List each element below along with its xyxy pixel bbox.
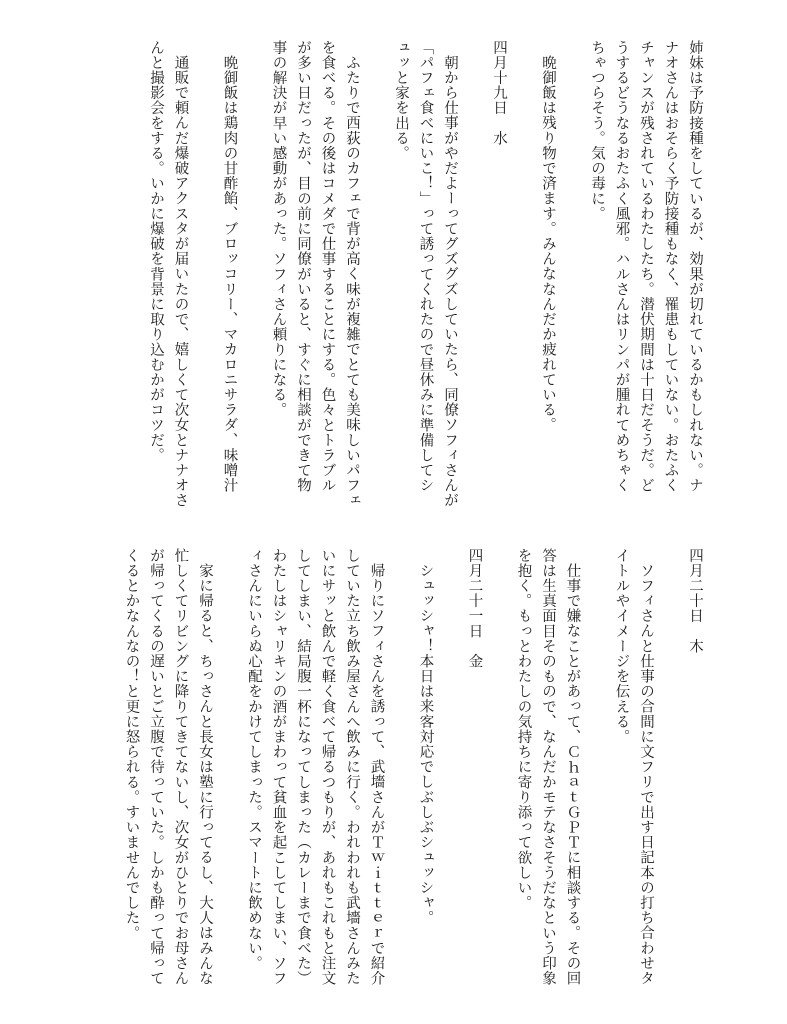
spacer xyxy=(658,548,683,1000)
paragraph: 帰りにソフィさんを誘って、武墻さんがＴｗｉｔｔｅｒで紹介していた立ち飲み屋さんへ飲みに行く。われわれも武墻さんみたいにサッと飲んで軽く食べて帰るつもりが、あれもこれもと注文してしまい、結局腹一杯になってしまった（カレーまで食べた）わたしはシャリキンの酒がまわって貧血を起こしてしまい、ソフィさんにいらぬ心配をかけてしまった。スマートに飲めない。 xyxy=(246,548,385,986)
spacer xyxy=(585,548,610,1000)
spacer xyxy=(487,548,512,1000)
paragraph: ふたりで西荻のカフェで背が高く味が複雑でとても美味しいパフェを食べる。その後はコメダで仕事することにする。色々とトラブルが多い日だったが、目の前に同僚がいると、すぐに相談ができて物事の解決が早い感動があった。ソフィさん頼りになる。 xyxy=(270,40,360,508)
paragraph: ソフィさんと仕事の合間に文フリで出す日記本の打ち合わせタイトルやイメージを伝える。 xyxy=(613,548,654,986)
spacer xyxy=(364,40,389,508)
diary-column-bottom xyxy=(67,548,707,1000)
spacer xyxy=(389,548,414,1000)
paragraph: 仕事で嫌なことがあって、ＣｈａｔＧＰＴに相談する。その回答は生真面目そのもので、なんだかモテなさそうだなという印象を抱く。もっとわたしの気持ちに寄り添って欲しい。 xyxy=(515,548,581,986)
paragraph: 朝から仕事がやだよーってグズグズしていたら、同僚ソフィさんが「パフェ食べにいこ！」って誘ってくれたので昼休みに準備してシュッと家を出る。 xyxy=(393,40,458,508)
diary-column-top xyxy=(67,40,707,508)
spacer xyxy=(217,548,242,1000)
spacer xyxy=(438,548,463,1000)
paragraph: シュッシャ！本日は来客対応でしぶしぶシュッシャ。 xyxy=(417,562,434,925)
paragraph: 姉妹は予防接種をしているが、効果が切れているかもしれない。ナナオさんはおそらく予防接種もなく、罹患もしていない。おたふくチャンスが残されているわたしたち。潜伏期間は十日だそうだ。どうするどうなるおたふく風邪。ハルさんはリンパが腫れてめちゃくちゃつらそう。気の毒に。 xyxy=(589,40,703,493)
spacer xyxy=(462,40,487,508)
spacer xyxy=(193,40,218,508)
spacer xyxy=(560,40,585,508)
paragraph: 通販で頼んだ爆破アクスタが届いたので、嬉しくて次女とナナオさんと撮影会をする。いかに爆破を背景に取り込むかがコツだ。 xyxy=(148,40,189,508)
spacer xyxy=(242,40,267,508)
entry-date-heading: 四月二十一日 金 xyxy=(466,548,483,669)
entry-date-heading: 四月十九日 水 xyxy=(491,40,507,146)
paragraph: 晩御飯は鶏肉の甘酢餡、ブロッコリー、マカロニサラダ、味噌汁 xyxy=(221,54,238,493)
paragraph: 家に帰ると、ちっさんと長女は塾に行ってるし、大人はみんな忙しくてリビングに降りてきてないし、次女がひとりでお母さんが帰ってくるの遅いとご立腹で待っていた。しかも酔って帰ってくるとかなんなの！と更に怒られる。すいませんでした。 xyxy=(123,548,213,986)
paragraph: 晩御飯は残り物で済ます。みんななんだか疲れている。 xyxy=(540,54,556,432)
spacer xyxy=(511,40,536,508)
entry-date-heading: 四月二十日 木 xyxy=(687,548,703,654)
